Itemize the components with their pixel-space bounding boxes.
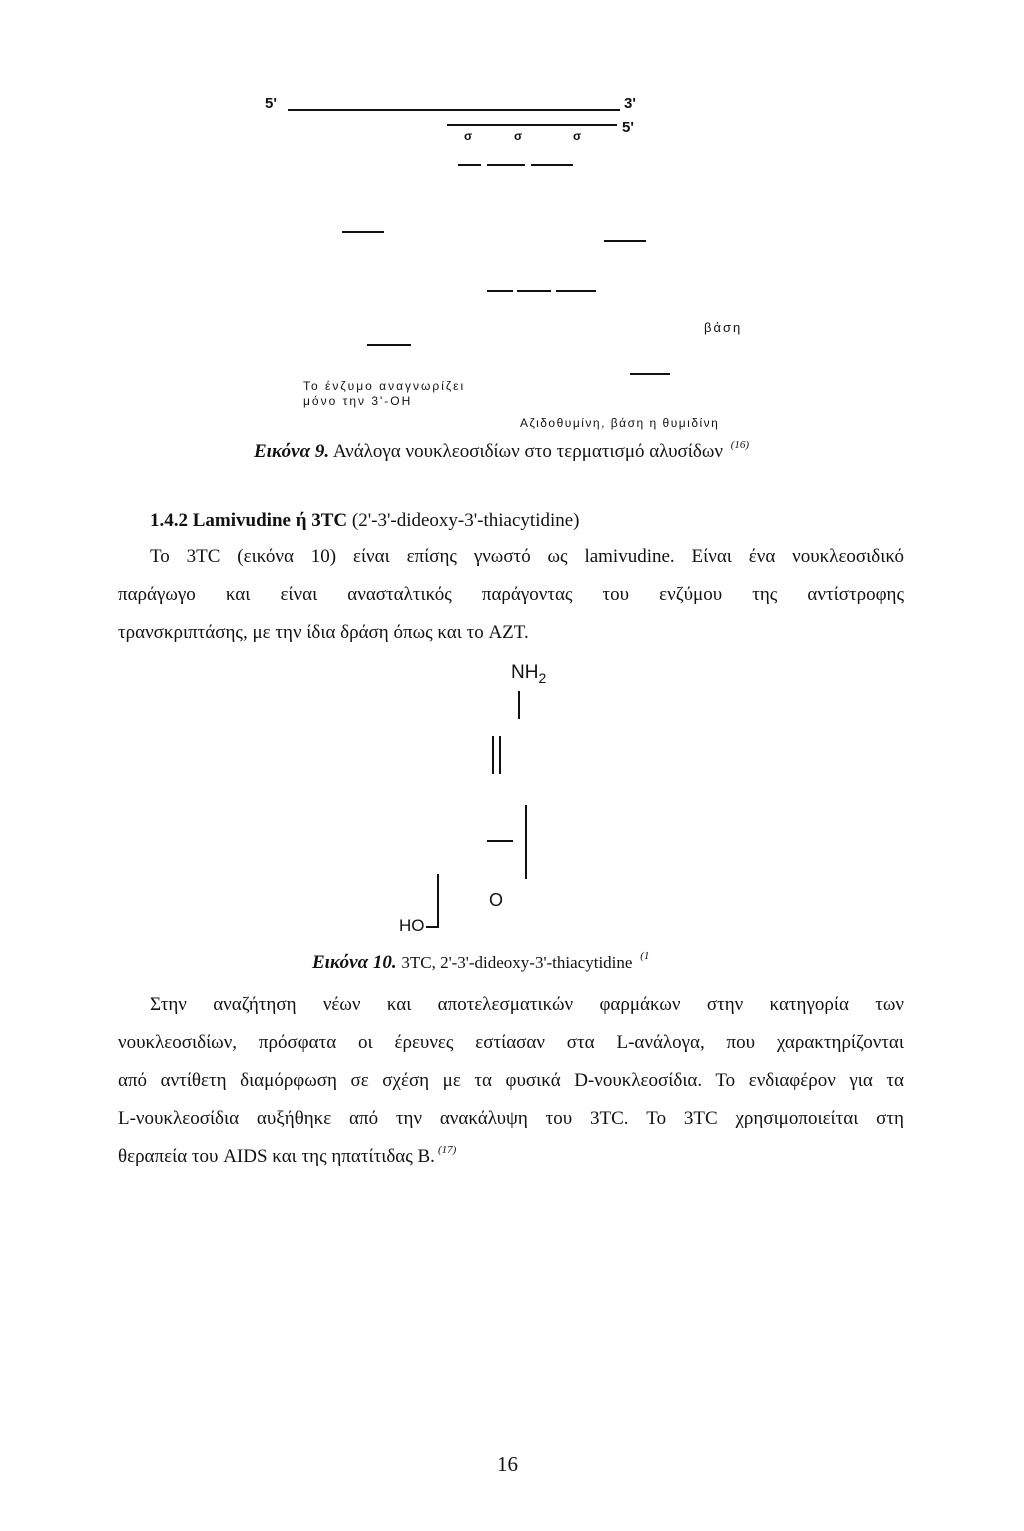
ho-bond-vertical bbox=[437, 874, 439, 926]
growing-strand-line bbox=[447, 124, 617, 126]
caption-label: Εικόνα 9. bbox=[254, 441, 330, 462]
reference: (17) bbox=[437, 1144, 457, 1156]
section-title: Lamivudine ή 3TC bbox=[192, 510, 348, 531]
bond-line bbox=[487, 840, 513, 842]
text-line: νουκλεοσιδίων, πρόσφατα οι έρευνες εστίασαν στα L-ανάλογα, που χαρακτηρίζονται bbox=[118, 1032, 904, 1053]
bond-line bbox=[487, 164, 525, 166]
ho-bond-horizontal bbox=[426, 926, 439, 928]
bond-line bbox=[531, 164, 573, 166]
section-subtitle: (2'-3'-dideoxy-3'-thiacytidine) bbox=[351, 510, 580, 531]
azt-label: Αζιδοθυμίνη, βάση η θυμιδίνη bbox=[520, 416, 720, 430]
caption-reference: (1 bbox=[640, 950, 650, 962]
paragraph-1 bbox=[118, 538, 904, 652]
bond-line bbox=[517, 290, 551, 292]
section-number: 1.4.2 bbox=[150, 510, 188, 531]
text-line: από αντίθετη διαμόρφωση σε σχέση με τα φυσικά D-νουκλεοσίδια. Το ενδιαφέρον για τα bbox=[118, 1070, 904, 1091]
caption-text: 3TC, 2'-3'-dideoxy-3'-thiacytidine bbox=[401, 953, 633, 972]
text-line: Το 3TC (εικόνα 10) είναι επίσης γνωστό ως lamivudine. Είναι ένα νουκλεοσιδικό bbox=[150, 546, 904, 567]
text-line: θεραπεία του AIDS και της ηπατίτιδας Β. bbox=[118, 1146, 435, 1167]
base-label: βάση bbox=[704, 320, 743, 335]
sugar-marker: σ bbox=[573, 129, 582, 143]
strand-5prime-label: 5' bbox=[265, 95, 277, 112]
bond-line bbox=[367, 344, 411, 346]
sugar-marker: σ bbox=[514, 129, 523, 143]
template-strand-line bbox=[288, 109, 620, 111]
text-line: τρανσκριπτάσης, με την ίδια δράση όπως και το AZT. bbox=[118, 622, 529, 643]
double-bond-line bbox=[499, 736, 501, 774]
nh2-text: NH bbox=[511, 662, 539, 683]
text-line: L-νουκλεοσίδια αυξήθηκε από την ανακάλυψη του 3TC. Το 3TC χρησιμοποιείται στη bbox=[118, 1108, 904, 1129]
strand-5prime-lower-label: 5' bbox=[622, 119, 634, 136]
text-line: παράγωγο και είναι ανασταλτικός παράγοντας του ενζύμου της αντίστροφης bbox=[118, 584, 904, 605]
enzyme-note-line-2: μόνο την 3'-ΟΗ bbox=[303, 394, 413, 408]
figure-9-caption bbox=[254, 441, 749, 463]
bond-line bbox=[458, 164, 481, 166]
bond-line bbox=[342, 231, 384, 233]
bond-line bbox=[630, 373, 670, 375]
sugar-marker: σ bbox=[464, 129, 473, 143]
nh2-label bbox=[511, 662, 546, 684]
paragraph-2 bbox=[118, 986, 904, 1178]
bond-line bbox=[487, 290, 513, 292]
text-line-last bbox=[118, 1138, 904, 1178]
caption-text: Ανάλογα νουκλεοσιδίων στο τερματισμό αλυσίδων bbox=[332, 441, 723, 462]
section-heading bbox=[150, 510, 580, 532]
page-number: 16 bbox=[497, 1452, 518, 1476]
amine-bond bbox=[518, 691, 520, 719]
bond-line bbox=[604, 240, 646, 242]
ring-oxygen-label: O bbox=[489, 890, 504, 910]
figure-10-caption bbox=[312, 952, 649, 974]
text-line: Στην αναζήτηση νέων και αποτελεσματικών φαρμάκων στην κατηγορία των bbox=[150, 994, 904, 1015]
strand-3prime-label: 3' bbox=[624, 95, 636, 112]
nh2-subscript: 2 bbox=[538, 670, 547, 686]
enzyme-note-line-1: Το ένζυμο αναγνωρίζει bbox=[303, 379, 466, 393]
caption-label: Εικόνα 10. bbox=[312, 952, 397, 973]
ring-bond-line bbox=[525, 805, 527, 879]
caption-reference: (16) bbox=[730, 439, 750, 451]
bond-line bbox=[556, 290, 596, 292]
double-bond-line bbox=[492, 736, 494, 774]
ho-label: HO bbox=[399, 916, 425, 935]
